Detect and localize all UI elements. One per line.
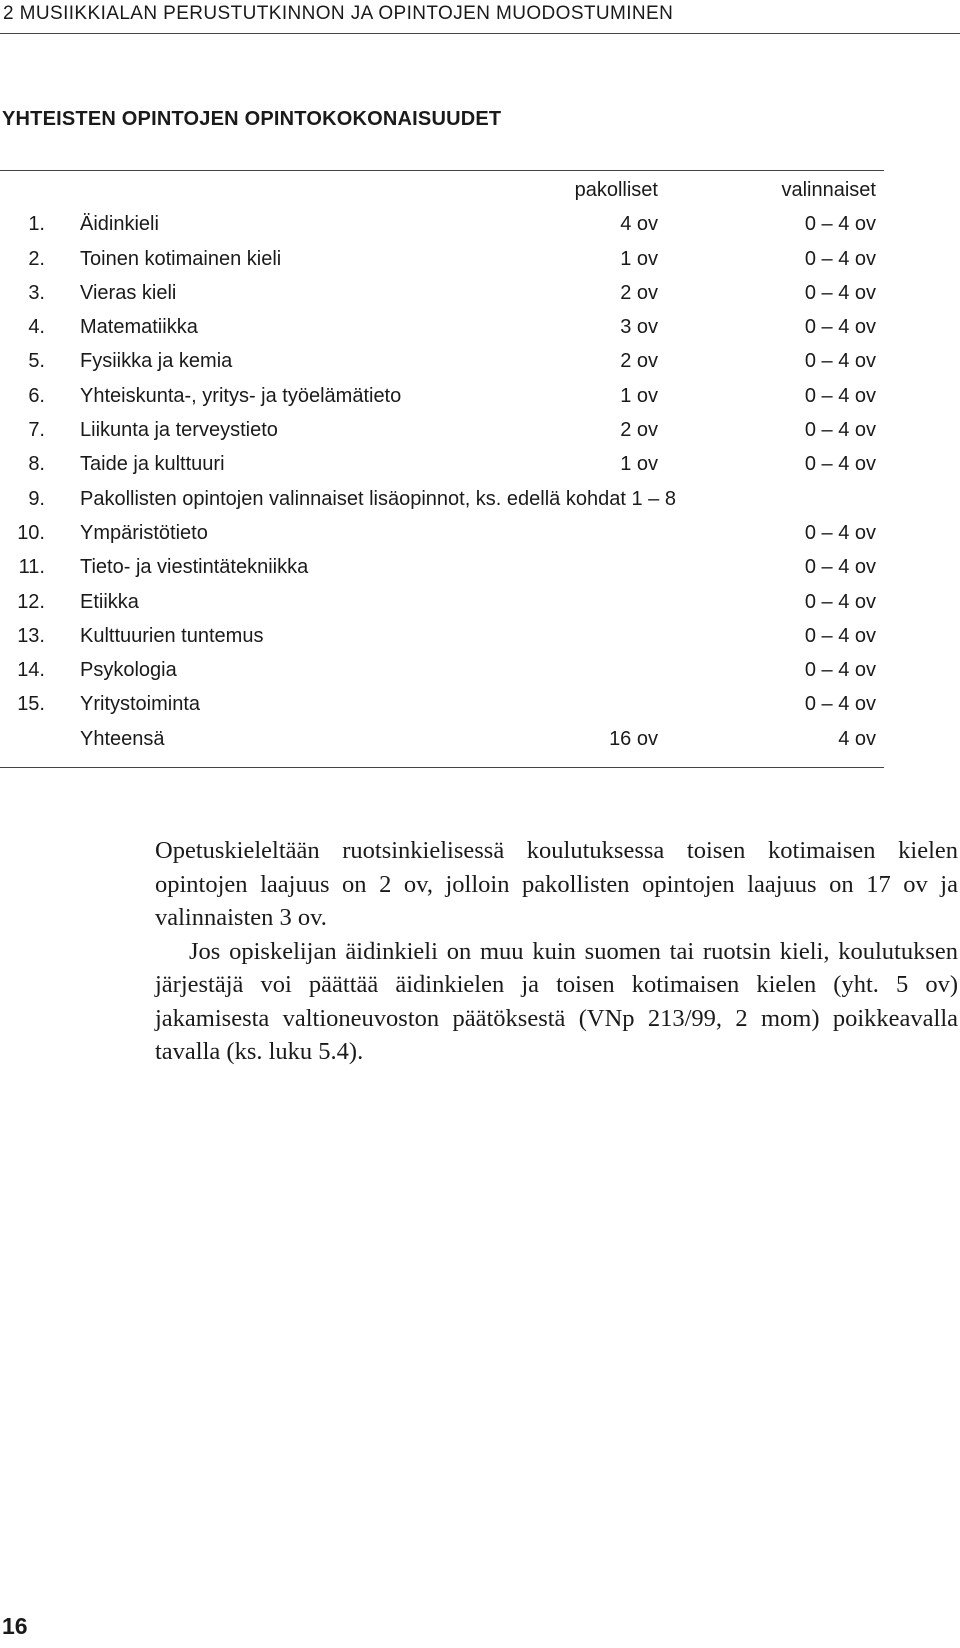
- total-pakolliset: 16 ov: [609, 727, 658, 750]
- row-number: 5.: [28, 350, 45, 373]
- row-valinnaiset: 0 – 4 ov: [804, 556, 876, 579]
- row-valinnaiset: 0 – 4 ov: [804, 213, 876, 236]
- row-number: 8.: [28, 453, 45, 476]
- row-valinnaiset: 0 – 4 ov: [804, 624, 876, 647]
- row-number: 10.: [17, 521, 45, 544]
- row-name: Yhteiskunta-, yritys- ja työelämätieto: [80, 384, 402, 407]
- row-valinnaiset: 0 – 4 ov: [804, 453, 876, 476]
- row-name: Äidinkieli: [80, 213, 159, 236]
- table-top-rule: [0, 170, 884, 171]
- row-name: Yritystoiminta: [80, 693, 201, 716]
- row-name: Vieras kieli: [80, 281, 177, 304]
- page-number: 16: [2, 1613, 28, 1639]
- row-name: Psykologia: [80, 659, 177, 682]
- column-header-valinnaiset: valinnaiset: [781, 179, 876, 201]
- table-header-row: [0, 176, 900, 210]
- row-name: Tieto- ja viestintätekniikka: [80, 556, 309, 579]
- total-valinnaiset: 4 ov: [838, 727, 876, 750]
- table-row: [0, 656, 900, 690]
- row-number: 7.: [28, 419, 45, 442]
- row-name: Taide ja kulttuuri: [80, 453, 225, 476]
- row-number: 11.: [18, 556, 45, 579]
- row-name: Kulttuurien tuntemus: [80, 624, 264, 647]
- row-number: 12.: [17, 590, 45, 613]
- table-row: [0, 588, 900, 622]
- table-row: [0, 450, 900, 484]
- table-row: [0, 485, 900, 519]
- row-name: Etiikka: [80, 590, 139, 613]
- table-row: [0, 279, 900, 313]
- row-pakolliset: 2 ov: [620, 350, 658, 373]
- row-valinnaiset: 0 – 4 ov: [804, 693, 876, 716]
- section-title: YHTEISTEN OPINTOJEN OPINTOKOKONAISUUDET: [2, 108, 502, 130]
- paragraph: Jos opiskelijan äidinkieli on muu kuin suomen tai ruotsin kieli, koulutuksen järjestäjä voi päättää äidinkielen ja toisen kotimaisen kielen (yht. 5 ov) jakamisesta valtioneuvoston päätöksestä (VNp 213/99, 2 mom) poikkeavalla tavalla (ks. luku 5.4).: [155, 937, 958, 1065]
- table-row: [0, 382, 900, 416]
- row-pakolliset: 2 ov: [620, 281, 658, 304]
- row-number: 4.: [28, 316, 45, 339]
- row-pakolliset: 1 ov: [620, 247, 658, 270]
- row-valinnaiset: 0 – 4 ov: [804, 521, 876, 544]
- table-body: [0, 210, 900, 724]
- table-row: [0, 313, 900, 347]
- table-row: [0, 210, 900, 244]
- row-valinnaiset: 0 – 4 ov: [804, 419, 876, 442]
- row-pakolliset: 4 ov: [620, 213, 658, 236]
- row-number: 13.: [17, 624, 45, 647]
- row-number: 1.: [28, 213, 45, 236]
- row-number: 2.: [28, 247, 45, 270]
- table-row: [0, 519, 900, 553]
- row-number: 14.: [17, 659, 45, 682]
- row-name: Liikunta ja terveystieto: [80, 419, 278, 442]
- running-head: 2 MUSIIKKIALAN PERUSTUTKINNON JA OPINTOJEN MUODOSTUMINEN: [3, 3, 674, 24]
- row-valinnaiset: 0 – 4 ov: [804, 590, 876, 613]
- total-label: Yhteensä: [80, 727, 165, 750]
- row-number: 9.: [28, 487, 45, 510]
- row-valinnaiset: 0 – 4 ov: [804, 247, 876, 270]
- row-pakolliset: 1 ov: [620, 384, 658, 407]
- row-valinnaiset: 0 – 4 ov: [804, 384, 876, 407]
- row-name: Toinen kotimainen kieli: [80, 247, 282, 270]
- paragraph: Opetuskieleltään ruotsinkielisessä koulutuksessa toisen kotimaisen kielen opintojen laajuus on 2 ov, jolloin pakollisten opintojen laajuus on 17 ov ja valinnaisten 3 ov.: [155, 837, 958, 931]
- header-rule: [0, 33, 960, 34]
- table-row: [0, 553, 900, 587]
- table-row: [0, 347, 900, 381]
- study-modules-table: [0, 176, 900, 759]
- body-text: [155, 834, 958, 1069]
- row-name: Fysiikka ja kemia: [80, 350, 233, 373]
- row-valinnaiset: 0 – 4 ov: [804, 316, 876, 339]
- table-row: [0, 690, 900, 724]
- row-pakolliset: 3 ov: [620, 316, 658, 339]
- table-row: [0, 245, 900, 279]
- row-valinnaiset: 0 – 4 ov: [804, 281, 876, 304]
- row-pakolliset: 2 ov: [620, 419, 658, 442]
- row-valinnaiset: 0 – 4 ov: [804, 659, 876, 682]
- row-number: 15.: [17, 693, 45, 716]
- table-row: [0, 622, 900, 656]
- row-name: Ympäristötieto: [80, 521, 208, 544]
- row-number: 3.: [28, 281, 45, 304]
- row-number: 6.: [28, 384, 45, 407]
- table-row: [0, 416, 900, 450]
- row-name: Matematiikka: [80, 316, 198, 339]
- table-bottom-rule: [0, 767, 884, 768]
- column-header-pakolliset: pakolliset: [574, 179, 658, 201]
- row-valinnaiset: 0 – 4 ov: [804, 350, 876, 373]
- row-pakolliset: 1 ov: [620, 453, 658, 476]
- row-name: Pakollisten opintojen valinnaiset lisäopinnot, ks. edellä kohdat 1 – 8: [80, 487, 676, 510]
- table-total-row: [0, 725, 900, 759]
